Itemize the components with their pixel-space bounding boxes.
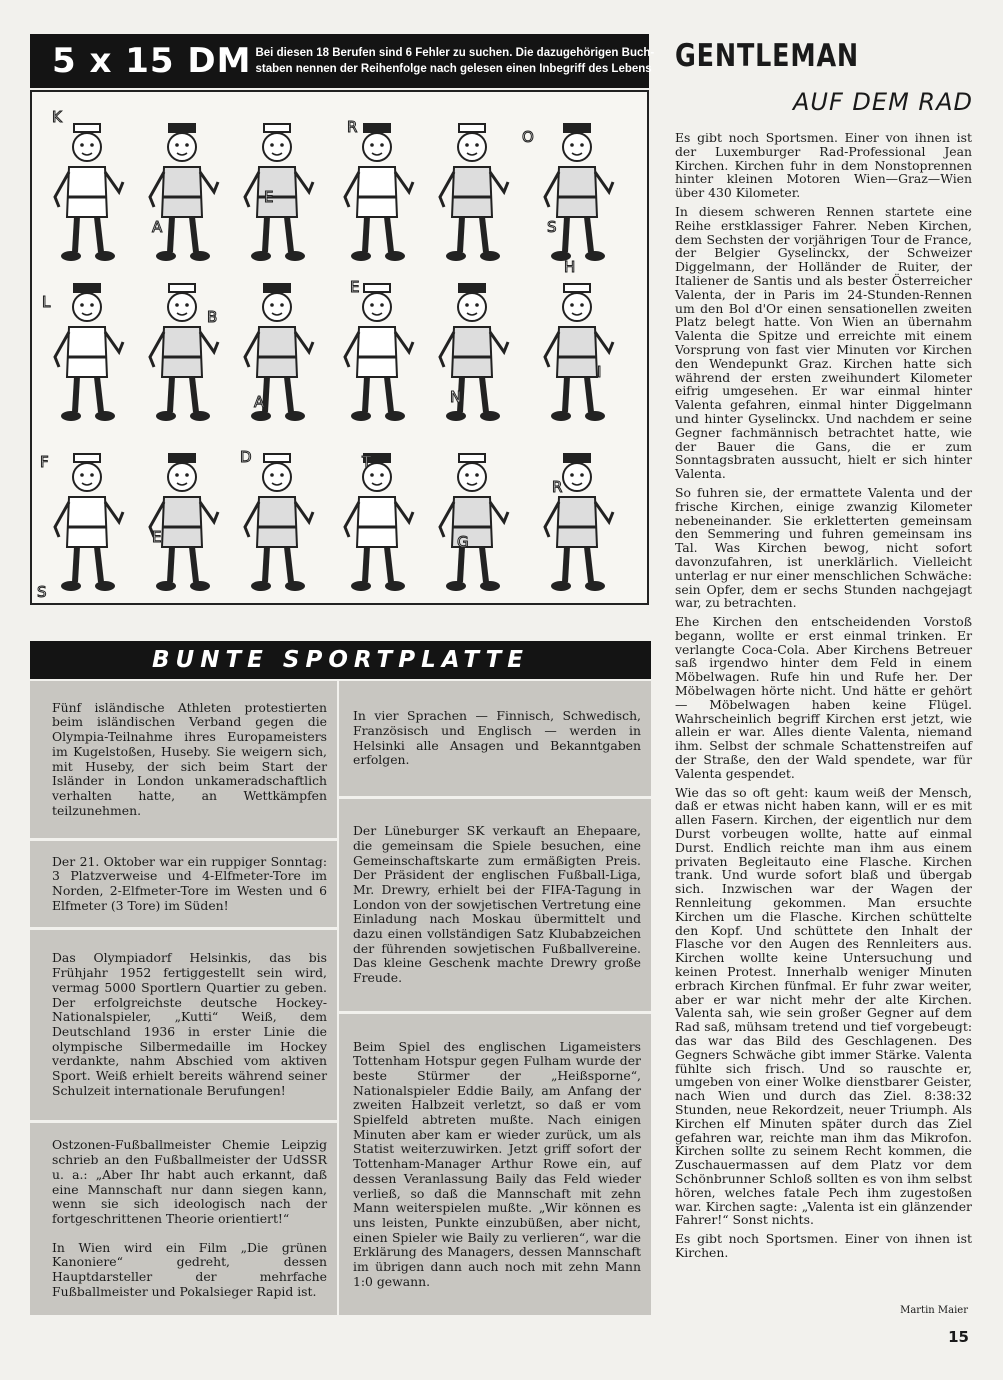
profession-figure — [150, 284, 218, 421]
puzzle-letter: I — [597, 363, 602, 381]
news-paragraph: Der 21. Oktober war ein ruppiger Sonntag: 3 Platzverweise und 4-Elfmeter-Tore im Norden, 2-Elfmeter-Tore im Westen und 6 Elfmeter (3 Tore) im Süden! — [52, 853, 327, 913]
sport-news-right-column — [339, 681, 651, 1315]
news-item — [339, 1014, 651, 1315]
page-number: 15 — [948, 1328, 969, 1346]
puzzle-letter: S — [547, 218, 557, 236]
article-paragraph: Wie das so oft geht: kaum weiß der Mensch, daß er etwas nicht haben kann, will er es mit allen Fasern. Kirchen, der eigentlich nur dem Durst vorbeugen wollte, hatte auf einmal Durst. Endlich reichte man ihm aus einem privaten Begleitauto eine Flasche. Kirchen trank. Und wurde sofort blaß und übergab sich. Inzwischen war der Wagen der Rennleitung gekommen. Man ersuchte Kirchen um die Flasche. Kirchen schüttelte den Kopf. Und schüttete den Inhalt der Flasche vor den Augen des Rennleiters aus. Kirchen wollte keine Untersuchung und keinen Protest. Innerhalb weniger Minuten erbrach Kirchen fünfmal. Er fuhr zwar weiter, aber er war nicht mehr der alte Kirchen. Valenta sah, wie sein großer Gegner auf dem Rad saß, mühsam tretend und tief vorgebeugt: das war das Bild des Geschlagenen. Des Gegners Schwäche gibt immer Stärke. Valenta fühlte sich frisch. Und so rauschte er, umgeben von einer Wolke dienstbarer Geister, nach Wien und durch das Ziel. 8:38:32 Stunden, neue Rekordzeit, neuer Triumph. Als Kirchen elf Minuten später durch das Ziel gefahren war, reichte man ihm das Mikrofon. Kirchen sollte zu seinem Recht kommen, die Zuschauermassen auf dem Platz vor dem Schönbrunner Schloß sollten es von ihm selbst hören, welches fatale Pech ihm zugestoßen war. Kirchen sagte: „Valenta ist ein glänzender Fahrer!“ Sonst nichts. — [675, 784, 972, 1228]
puzzle-letter: R — [552, 478, 563, 496]
profession-figure — [440, 454, 508, 591]
article-body — [675, 131, 972, 1265]
puzzle-letter: S — [37, 583, 47, 601]
puzzle-letter: E — [264, 188, 274, 206]
puzzle-letter: O — [522, 128, 534, 146]
article-paragraph: So fuhren sie, der ermattete Valenta und der frische Kirchen, einige zwanzig Kilometer nebeneinander. Sie erkletterten gemeinsam den Semmering und fuhren gemeinsam ins Tal. Was Kirchen bewog, nicht sofort davonzufahren, ist unerklärlich. Vielleicht unterlag er nur einer menschlichen Schwäche: sein Opfer, dem er sechs Stunden nachgejagt war, zu betrachten. — [675, 484, 972, 611]
puzzle-letter: D — [240, 448, 252, 466]
profession-figure — [150, 454, 218, 591]
profession-figure — [245, 454, 313, 591]
profession-figure — [440, 124, 508, 261]
profession-figure — [545, 124, 613, 261]
professions-cartoon — [30, 90, 649, 605]
puzzle-letter: G — [457, 533, 469, 551]
puzzle-letter: K — [52, 108, 62, 126]
profession-figure — [55, 454, 123, 591]
puzzle-title: 5 x 15 DM — [52, 41, 252, 81]
sport-news-grid — [30, 681, 651, 1315]
puzzle-letter: T — [362, 453, 372, 471]
news-item — [30, 681, 337, 838]
profession-figure — [55, 124, 123, 261]
news-item — [30, 841, 337, 927]
article-paragraph: Es gibt noch Sportsmen. Einer von ihnen ist Kirchen. — [675, 1231, 972, 1260]
puzzle-letter: E — [152, 528, 162, 546]
sport-heading: BUNTE SPORTPLATTE — [30, 641, 651, 679]
article-paragraph: Es gibt noch Sportsmen. Einer von ihnen ist der Luxemburger Rad-Professional Jean Kirchen. Kirchen fuhr in dem Nonstoprennen hinter kleinen Motoren Wien—Graz—Wien über 430 Kilometer. — [675, 130, 972, 201]
puzzle-letter: E — [350, 278, 360, 296]
profession-figure — [545, 454, 613, 591]
professions-cartoon-drawing — [32, 92, 647, 603]
news-item — [30, 930, 337, 1120]
puzzle-letter: B — [207, 308, 218, 326]
article-paragraph: In diesem schweren Rennen startete eine Reihe erstklassiger Fahrer. Neben Kirchen, dem Sechsten der vorjährigen Tour de France, der Belgier Gyselinckx, der Schweizer Diggelmann, der Holländer de Ruiter, der Italiener de Santis und als bester Österreicher Valenta, der in Paris im 24-Stunden-Rennen um den Bol d'Or einen sensationellen zweiten Platz belegt hatte. Von Wien an übernahm Valenta die Spitze und erreichte mit einem Vorsprung von fast vier Minuten vor Kirchen den Wendepunkt Graz. Kirchen hatte sich während der ersten zweihundert Kilometer eifrig umgesehen. Er war einmal hinter Valenta gefahren, einmal hinter Diggelmann und hinter Gyselinckx. Und nachdem er seine Gegner fachmännisch betrachtet hatte, wie der Bauer die Gans, die er zum Sonntagsbraten aussucht, hielt er sich hinter Valenta. — [675, 203, 972, 482]
article-author: Martin Maier — [900, 1305, 968, 1316]
puzzle-instructions — [251, 45, 654, 77]
profession-figure — [245, 124, 313, 261]
news-item — [339, 681, 651, 796]
news-paragraph: Ostzonen-Fußballmeister Chemie Leipzig schrieb an den Fußballmeister der UdSSR u. a.: „Aber Ihr habt auch erkannt, daß eine Mannschaft nur dann siegen kann, wenn sie sich ideologisch nach der fortgeschrittenen Theorie orientiert!“ — [52, 1137, 327, 1226]
puzzle-instructions-line-2: staben nennen der Reihenfolge nach gelesen einen Inbegriff des Lebens — [255, 63, 652, 75]
news-paragraph: Fünf isländische Athleten protestierten beim isländischen Verband gegen die Olympia-Teilnahme ihres Europameisters im Kugelstoßen, Huseby. Sie weigern sich, mit Huseby, der sich beim Start der Isländer in London unkameradschaftlich verhalten hatte, an Wettkämpfen teilzunehmen. — [52, 699, 327, 818]
profession-figure — [150, 124, 218, 261]
puzzle-letter: H — [564, 258, 576, 276]
puzzle-banner — [30, 34, 655, 88]
profession-figure — [345, 284, 413, 421]
news-paragraph: Beim Spiel des englischen Ligameisters Tottenham Hotspur gegen Fulham wurde der beste Stürmer der „Heißsporne“, Nationalspieler Eddie Baily, am Anfang der zweiten Halbzeit verletzt, so daß er vom Spielfeld abtreten mußte. Nach einigen Minuten aber kam er wieder zurück, um als Statist weiterzuwirken. Jetzt griff sofort der Tottenham-Manager Arthur Rowe ein, auf dessen Veranlassung Baily das Feld wieder verließ, so daß die Mannschaft mit zehn Mann weiterspielen mußte. „Wir können es uns leisten, Punkte einzubüßen, aber nicht, einen Spieler wie Baily zu verlieren“, war die Erklärung des Managers, dessen Mannschaft im übrigen dann auch noch mit zehn Mann 1:0 gewann. — [353, 1038, 641, 1289]
news-paragraph: Der Lüneburger SK verkauft an Ehepaare, die gemeinsam die Spiele besuchen, eine Gemeinschaftskarte zum ermäßigten Preis. Der Präsident der englischen Fußball-Liga, Mr. Drewry, erhielt bei der FIFA-Tagung in London von der sowjetischen Vertretung eine Einladung nach Moskau übermittelt und dazu einen vollständigen Satz Klubabzeichen der führenden sowjetischen Fußballvereine. Das kleine Geschenk machte Drewry große Freude. — [353, 823, 641, 986]
profession-figure — [345, 454, 413, 591]
news-paragraph: Das Olympiadorf Helsinkis, das bis Frühjahr 1952 fertiggestellt sein wird, vermag 5000 Sportlern Quartier zu geben. Der erfolgreichste deutsche Hockey-Nationalspieler, „Kutti“ Weiß, dem Deutschland 1936 in erster Linie die olympische Silbermedaille im Hockey verdankte, nahm Abschied vom aktiven Sport. Weiß erhielt bereits während seiner Schulzeit internationale Berufungen! — [52, 950, 327, 1098]
article-paragraph: Ehe Kirchen den entscheidenden Vorstoß begann, wollte er erst einmal trinken. Er verlangte Coca-Cola. Aber Kirchens Betreuer saß irgendwo hinter dem Feld in einem Möbelwagen. Rufe hin und Rufe her. Der Möbelwagen hörte nicht. Und hätte er gehört — Möbelwagen haben keine Flügel. Wahrscheinlich begriff Kirchen erst jetzt, wie allein er war. Alles diente Valenta, niemand ihm. Selbst der schmale Schattenstreifen auf der Straße, den der Wald spendete, war für Valenta gespendet. — [675, 614, 972, 781]
news-item — [30, 1123, 337, 1315]
sport-news-left-column — [30, 681, 337, 1315]
news-paragraph: In Wien wird ein Film „Die grünen Kanoniere“ gedreht, dessen Hauptdarsteller der mehrfache Fußballmeister und Pokalsieger Rapid ist. — [52, 1239, 327, 1299]
profession-figure — [345, 124, 413, 261]
puzzle-letter: R — [347, 118, 358, 136]
article-subtitle: AUF DEM RAD — [793, 88, 973, 116]
news-item — [339, 799, 651, 1011]
profession-figure — [55, 284, 123, 421]
puzzle-letter: F — [40, 453, 49, 471]
puzzle-letter: L — [42, 293, 51, 311]
puzzle-letter: A — [152, 218, 163, 236]
puzzle-letter: N — [450, 388, 462, 406]
profession-figure — [545, 284, 613, 421]
puzzle-letter: A — [254, 393, 265, 411]
article-title: GENTLEMAN — [675, 38, 860, 74]
news-paragraph: In vier Sprachen — Finnisch, Schwedisch, Französisch und Englisch — werden in Helsinki alle Ansagen und Bekanntgaben erfolgen. — [353, 708, 641, 768]
puzzle-instructions-line-1: Bei diesen 18 Berufen sind 6 Fehler zu suchen. Die dazugehörigen Buch- — [255, 47, 655, 59]
